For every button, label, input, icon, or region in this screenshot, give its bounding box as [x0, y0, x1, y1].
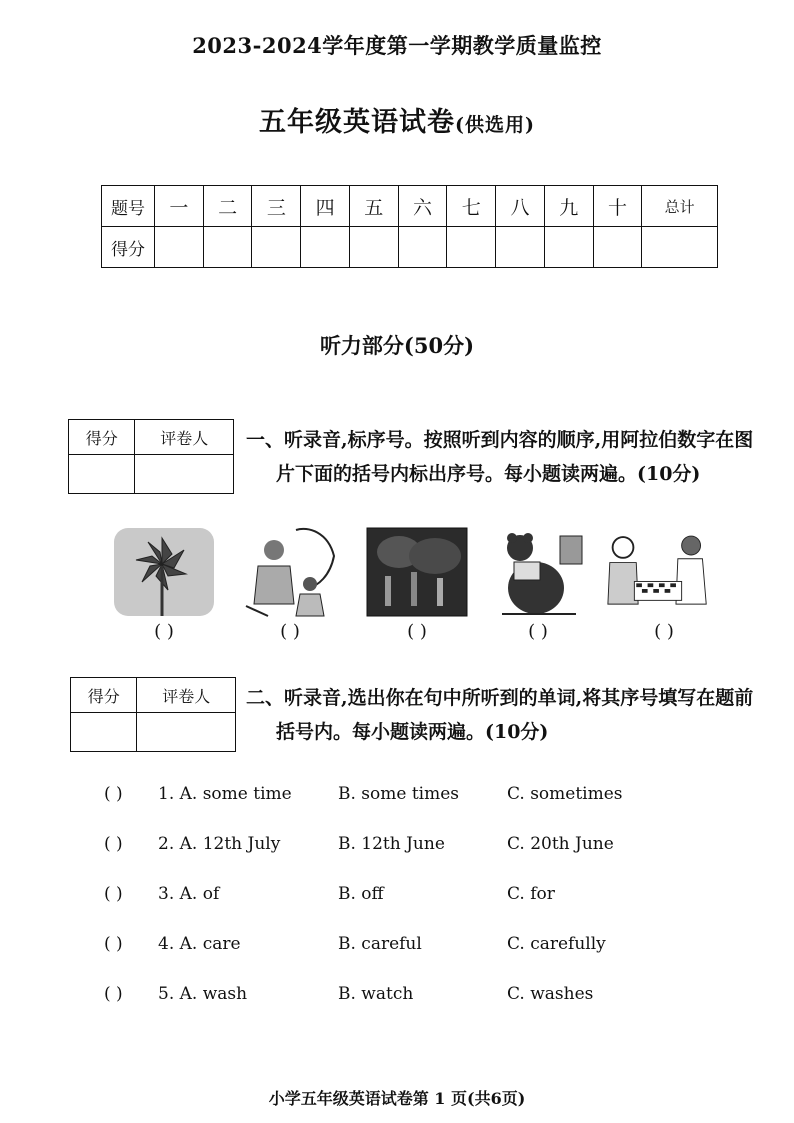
option-a: 2. A. 12th July [158, 834, 281, 854]
question-row [0, 784, 794, 808]
score-input-total[interactable] [642, 227, 718, 268]
option-b: B. off [338, 884, 384, 904]
score-cell-4: 四 [301, 186, 350, 227]
score-input-8[interactable] [496, 227, 545, 268]
option-b: B. some times [338, 784, 460, 804]
option-a: 5. A. wash [158, 984, 248, 1004]
answer-paren[interactable]: ( ) [104, 884, 123, 904]
score-input-10[interactable] [593, 227, 642, 268]
score-input-6[interactable] [398, 227, 447, 268]
answer-paren-5[interactable]: ( ) [654, 621, 674, 642]
score-cell-9: 九 [544, 186, 593, 227]
question-row [0, 834, 794, 858]
score-input-5[interactable] [349, 227, 398, 268]
exam-title [0, 100, 794, 139]
grader-box-1 [68, 419, 234, 494]
section1-line2: 片下面的括号内标出序号。每小题读两遍。(10分) [276, 463, 701, 485]
option-b: B. careful [338, 934, 422, 954]
section1-instructions [246, 423, 766, 491]
exam-title-note: (供选用) [455, 114, 535, 136]
answer-paren-4[interactable]: ( ) [528, 621, 548, 642]
question-row [0, 934, 794, 958]
section2-line1: 二、听录音,选出你在句中所听到的单词,将其序号填写在题前 [246, 687, 754, 709]
score-cell-total: 总计 [642, 186, 718, 227]
answer-paren[interactable]: ( ) [104, 834, 123, 854]
answer-paren[interactable]: ( ) [104, 984, 123, 1004]
option-c: C. 20th June [507, 834, 614, 854]
option-a: 1. A. some time [158, 784, 292, 804]
option-a: 3. A. of [158, 884, 220, 904]
answer-paren[interactable]: ( ) [104, 934, 123, 954]
score-cell-10: 十 [593, 186, 642, 227]
option-a: 4. A. care [158, 934, 241, 954]
score-cell-5: 五 [349, 186, 398, 227]
grader-score-input[interactable] [69, 455, 135, 494]
score-cell-1: 一 [155, 186, 204, 227]
exam-period-heading: 2023-2024学年度第一学期教学质量监控 [192, 33, 602, 58]
option-c: C. carefully [507, 934, 606, 954]
score-cell-7: 七 [447, 186, 496, 227]
option-b: B. watch [338, 984, 414, 1004]
grader-score-label: 得分 [69, 420, 135, 455]
score-cell-6: 六 [398, 186, 447, 227]
question-row [0, 884, 794, 908]
option-c: C. sometimes [507, 784, 623, 804]
picture-family [238, 526, 342, 618]
grader-name-input[interactable] [137, 713, 236, 752]
grader-name-label: 评卷人 [135, 420, 234, 455]
score-cell-label: 题号 [102, 186, 155, 227]
playing-chess-picture [606, 526, 710, 618]
option-b: B. 12th June [338, 834, 445, 854]
score-input-7[interactable] [447, 227, 496, 268]
score-cell-2: 二 [203, 186, 252, 227]
score-input-3[interactable] [252, 227, 301, 268]
answer-paren[interactable]: ( ) [104, 784, 123, 804]
option-c: C. washes [507, 984, 594, 1004]
grader-name-label: 评卷人 [137, 678, 236, 713]
score-table [101, 185, 718, 268]
section2-instructions [246, 681, 776, 749]
score-row-label: 得分 [102, 227, 155, 268]
exam-title-text: 五年级英语试卷 [259, 107, 455, 138]
grader-box-2 [70, 677, 236, 752]
score-input-1[interactable] [155, 227, 204, 268]
grader-name-input[interactable] [135, 455, 234, 494]
score-input-4[interactable] [301, 227, 350, 268]
answer-paren-1[interactable]: ( ) [154, 621, 174, 642]
score-cell-3: 三 [252, 186, 301, 227]
score-input-9[interactable] [544, 227, 593, 268]
score-table-score-row [102, 227, 718, 268]
option-c: C. for [507, 884, 555, 904]
answer-paren-3[interactable]: ( ) [407, 621, 427, 642]
pinwheel-picture [112, 526, 216, 618]
score-cell-8: 八 [496, 186, 545, 227]
bear-reading-picture [486, 526, 590, 618]
score-input-2[interactable] [203, 227, 252, 268]
section2-line2: 括号内。每小题读两遍。(10分) [276, 721, 549, 743]
grader-score-label: 得分 [71, 678, 137, 713]
page-footer: 小学五年级英语试卷第 1 页(共6页) [268, 1089, 526, 1108]
grader-score-input[interactable] [71, 713, 137, 752]
answer-paren-2[interactable]: ( ) [280, 621, 300, 642]
section1-line1: 一、听录音,标序号。按照听到内容的顺序,用阿拉伯数字在图 [246, 429, 754, 451]
question-row [0, 984, 794, 1008]
dark-scene-picture [365, 526, 469, 618]
listening-section-title: 听力部分(50分) [319, 333, 475, 358]
score-table-header-row [102, 186, 718, 227]
